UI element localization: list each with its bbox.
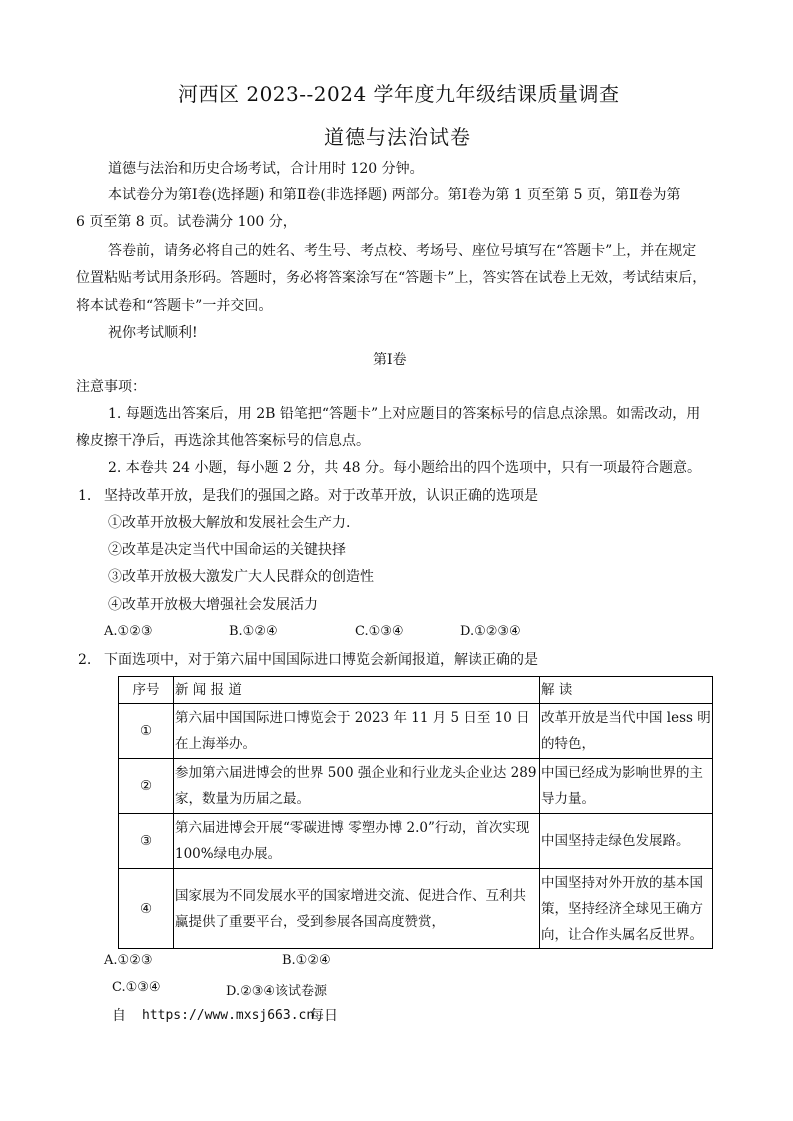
q1-item-3: ③改革开放极大激发广大人民群众的创造性 <box>108 569 374 585</box>
note-1b: 橡皮擦干净后，再选涂其他答案标号的信息点。 <box>76 433 370 449</box>
table-row <box>119 814 713 869</box>
row-news-text: 国家展为不同发展水平的国家增进交流、促进合作、互利共赢提供了重要平台，受到参展各国高度赞赏， <box>175 887 526 930</box>
row-number: ① <box>119 704 174 759</box>
row-interp-text: 中国坚持对外开放的基本国策，坚持经济全球见王确方向，让合作头属名反世界。 <box>541 874 703 943</box>
q1-item-2: ②改革是决定当代中国命运的关键抉择 <box>108 542 346 558</box>
row-news <box>174 869 540 949</box>
q1-number: 1. <box>78 488 92 504</box>
intro-line-3c: 将本试卷和“答题卡”一并交回。 <box>76 298 273 314</box>
q2-number: 2. <box>78 652 92 668</box>
intro-line-3a: 答卷前，请务必将自己的姓名、考生号、考点校、考场号、座位号填写在“答题卡”上，并在规定 <box>108 243 697 259</box>
table-header-row <box>119 677 713 704</box>
table-row <box>119 869 713 949</box>
footer-suffix: 每日 <box>310 1008 338 1024</box>
q1-stem: 坚持改革开放，是我们的强国之路。对于改革开放，认识正确的选项是 <box>104 488 538 504</box>
header-cell-news: 新 闻 报 道 <box>174 677 540 704</box>
row-interp <box>540 704 713 759</box>
q1-option-a: A.①②③ <box>104 624 153 639</box>
row-news <box>174 814 540 869</box>
row-number: ④ <box>119 869 174 949</box>
row-number: ② <box>119 759 174 814</box>
intro-line-2a: 本试卷分为第Ⅰ卷(选择题) 和第Ⅱ卷(非选择题) 两部分。第Ⅰ卷为第 1 页至第 5 页，第Ⅱ卷为第 <box>108 187 681 203</box>
q2-stem: 下面选项中，对于第六届中国国际进口博览会新闻报道，解读正确的是 <box>104 652 538 668</box>
intro-line-1: 道德与法治和历史合场考试，合计用时 120 分钟。 <box>108 161 424 177</box>
note-1a: 1. 每题选出答案后，用 2B 铅笔把“答题卡”上对应题目的答案标号的信息点涂黑。如需改动，用 <box>108 406 701 422</box>
intro-line-3b: 位置粘贴考试用条形码。答题时，务必将答案涂写在“答题卡”上，答实答在试卷上无效，考试结束后， <box>76 270 707 286</box>
row-news-text: 第六届进博会开展“零碳进博 零塑办博 2.0”行动，首次实现 100%绿电办展。 <box>175 820 530 862</box>
footer-prefix: 自 <box>112 1008 126 1024</box>
q1-option-b: B.①②④ <box>229 624 278 639</box>
q1-item-4: ④改革开放极大增强社会发展活力 <box>108 597 318 613</box>
row-news <box>174 759 540 814</box>
table-row <box>119 759 713 814</box>
notice-label: 注意事项： <box>76 379 146 395</box>
row-interp-text: 中国已经成为影响世界的主导力量。 <box>541 765 703 807</box>
q2-news-table <box>118 676 713 949</box>
header-cell-num: 序号 <box>119 677 174 704</box>
q2-option-d: D.②③④该试卷源 <box>226 984 328 999</box>
exam-title: 河西区 2023--2024 学年度九年级结课质量调查 <box>178 82 620 106</box>
intro-line-2b: 6 页至第 8 页。试卷满分 100 分， <box>76 214 297 230</box>
q1-option-c: C.①③④ <box>355 624 404 639</box>
footer-url-link[interactable]: https://www.mxsj663.cn <box>142 1008 315 1023</box>
row-interp <box>540 814 713 869</box>
row-news-text: 第六届中国国际进口博览会于 2023 年 11 月 5 日至 10 日在上海举办。 <box>175 710 530 752</box>
row-interp <box>540 759 713 814</box>
note-2: 2. 本卷共 24 小题，每小题 2 分，共 48 分。每小题给出的四个选项中，只有一项最符合题意。 <box>108 460 702 476</box>
table-row <box>119 704 713 759</box>
row-interp-text: 改革开放是当代中国 less 明的特色， <box>541 710 711 752</box>
intro-line-4: 祝你考试顺利! <box>108 325 198 341</box>
q2-option-c: C.①③④ <box>112 980 161 995</box>
header-cell-interp: 解 读 <box>540 677 713 704</box>
section-heading: 第Ⅰ卷 <box>373 352 407 368</box>
q1-option-d: D.①②③④ <box>460 624 521 639</box>
row-interp <box>540 869 713 949</box>
row-number: ③ <box>119 814 174 869</box>
row-interp-text: 中国坚持走绿色发展路。 <box>541 833 690 849</box>
row-news-text: 参加第六届进博会的世界 500 强企业和行业龙头企业达 289 家，数量为历届之最。 <box>175 765 537 807</box>
q2-option-b: B.①②④ <box>282 953 331 968</box>
q1-item-1: ①改革开放极大解放和发展社会生产力. <box>108 515 351 531</box>
row-news <box>174 704 540 759</box>
exam-subtitle: 道德与法治试卷 <box>324 125 471 149</box>
q2-option-a: A.①②③ <box>104 953 153 968</box>
